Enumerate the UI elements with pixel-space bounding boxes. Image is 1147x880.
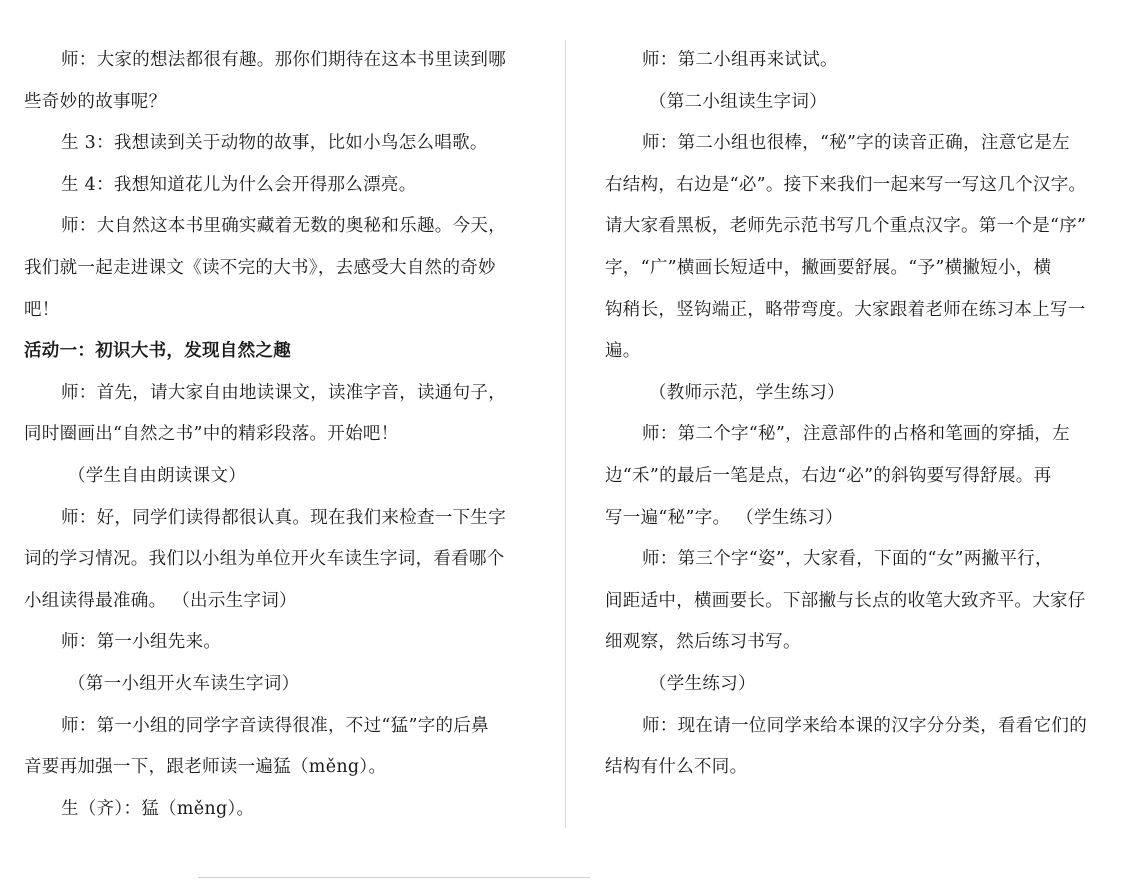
text-line: 师：第一小组先来。: [61, 632, 222, 653]
text-line: 同时圈画出“自然之书”中的精彩段落。开始吧！: [24, 424, 399, 445]
text-line: （第二小组读生字词）: [649, 91, 827, 112]
text-line: 词的学习情况。我们以小组为单位开火车读生字词，看看哪个: [24, 549, 505, 570]
text-line: 师：第二个字“秘”，注意部件的占格和笔画的穿插，左: [642, 424, 1070, 445]
page-bottom-rule: [198, 877, 590, 878]
text-line: （第一小组开火车读生字词）: [68, 673, 300, 694]
text-line: 间距适中，横画要长。下部撇与长点的收笔大致齐平。大家仔: [605, 590, 1086, 611]
text-line: 生 3：我想读到关于动物的故事，比如小鸟怎么唱歌。: [61, 133, 488, 154]
text-line: （学生自由朗读课文）: [68, 465, 246, 486]
text-line: 细观察，然后练习书写。: [605, 632, 801, 653]
text-line: 结构有什么不同。: [605, 757, 748, 778]
text-line: 小组读得最准确。 （出示生字词）: [24, 590, 297, 611]
text-line: 师：大自然这本书里确实藏着无数的奥秘和乐趣。今天，: [61, 216, 506, 237]
column-divider: [565, 40, 566, 828]
text-line: 音要再加强一下，跟老师读一遍猛（měng）。: [24, 757, 387, 778]
text-line: 些奇妙的故事呢？: [24, 91, 167, 112]
text-line: 请大家看黑板，老师先示范书写几个重点汉字。第一个是“序”: [605, 216, 1087, 237]
text-line: 师：好，同学们读得都很认真。现在我们来检查一下生字: [61, 507, 506, 528]
text-line: 师：首先，请大家自由地读课文，读准字音，读通句子，: [61, 382, 506, 403]
text-line: 字，“广”横画长短适中，撇画要舒展。“予”横撇短小，横: [605, 257, 1052, 278]
text-line: 师：第二小组也很棒，“秘”字的读音正确，注意它是左: [642, 133, 1070, 154]
text-line: 钩稍长，竖钩端正，略带弯度。大家跟着老师在练习本上写一: [605, 299, 1086, 320]
right-text-column: [605, 40, 1111, 789]
text-line: 右结构，右边是“必”。接下来我们一起来写一写这几个汉字。: [605, 174, 1087, 195]
text-line: 师：第三个字“姿”，大家看，下面的“女”两撇平行，: [642, 549, 1053, 570]
left-text-column: [24, 40, 532, 830]
text-line: 我们就一起走进课文《读不完的大书》，去感受大自然的奇妙: [24, 257, 496, 278]
text-line: 生 4：我想知道花儿为什么会开得那么漂亮。: [61, 174, 417, 195]
text-line: 遍。: [605, 341, 641, 362]
text-line: （学生练习）: [649, 673, 756, 694]
text-line: 边“禾”的最后一笔是点，右边“必”的斜钩要写得舒展。再: [605, 465, 1052, 486]
text-line: 生（齐）：猛（měng）。: [61, 798, 255, 819]
text-line: 师：第一小组的同学字音读得很准，不过“猛”字的后鼻: [61, 715, 489, 736]
text-line: （教师示范，学生练习）: [649, 382, 845, 403]
text-line: 师：第二小组再来试试。: [642, 50, 838, 70]
section-heading: 活动一：初识大书，发现自然之趣: [24, 341, 291, 362]
text-line: 吧！: [24, 299, 60, 320]
text-line: 师：大家的想法都很有趣。那你们期待在这本书里读到哪: [61, 50, 506, 70]
text-line: 师：现在请一位同学来给本课的汉字分分类，看看它们的: [642, 715, 1087, 736]
text-line: 写一遍“秘”字。 （学生练习）: [605, 507, 843, 528]
